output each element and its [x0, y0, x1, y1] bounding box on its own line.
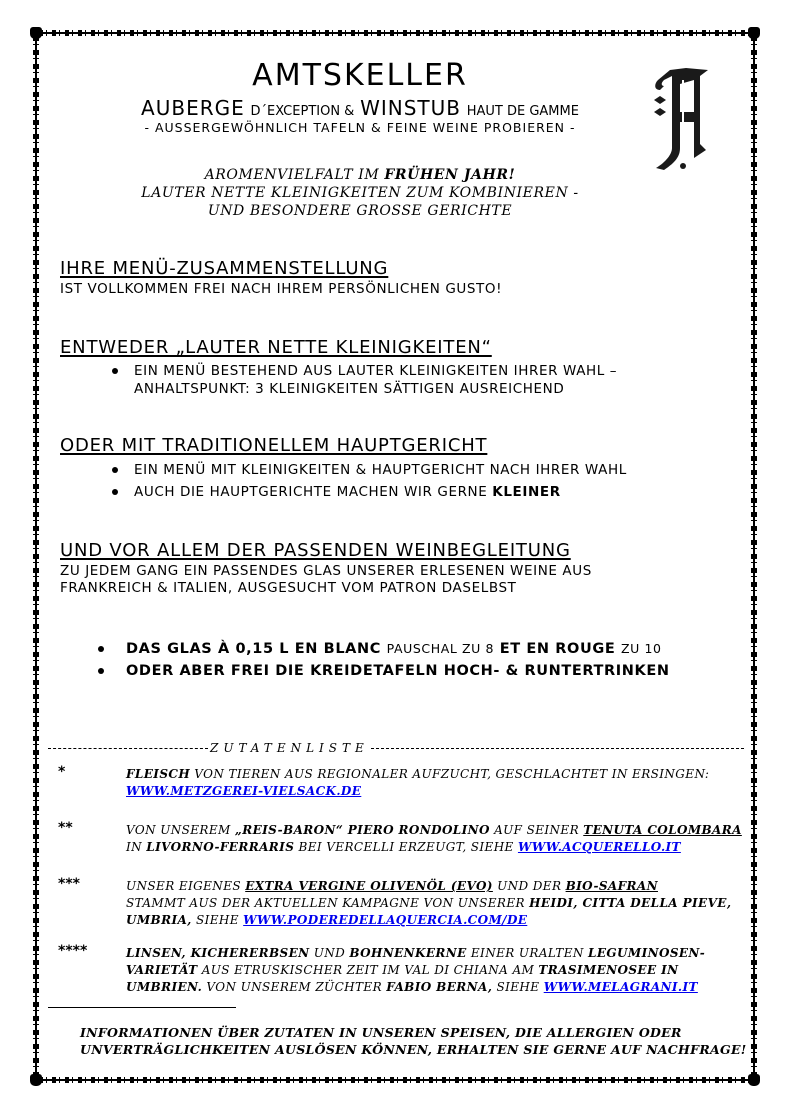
wine-pairing-text-line-1: ZU JEDEM GANG EIN PASSENDES GLAS UNSERER ERLESENEN WEINE AUS [60, 563, 592, 579]
fraktur-letter-a-icon [650, 66, 710, 172]
section-heading-menu-composition: IHRE MENÜ-ZUSAMMENSTELLUNG [60, 258, 389, 279]
footnote-marker: *** [58, 876, 80, 892]
list-item-chalkboard: ODER ABER FREI DIE KREIDETAFELN HOCH- & RUNTERTRINKEN [98, 660, 670, 682]
emphasis-smaller: KLEINER [492, 484, 561, 500]
allergen-notice-line-2: UNVERTRÄGLICHKEITEN AUSLÖSEN KÖNNEN, ERHALTEN SIE GERNE AUF NACHFRAGE! [80, 1042, 747, 1057]
section-heading-wine-pairing: UND VOR ALLEM DER PASSENDEN WEINBEGLEITUNG [60, 540, 571, 561]
season-line-1: AROMENVIELFALT IM FRÜHEN JAHR! [204, 167, 516, 183]
seasonal-intro [0, 166, 720, 220]
footnote-marker: ** [58, 820, 73, 836]
footnote-marker: **** [58, 943, 88, 959]
subtitle-auberge: AUBERGE [141, 96, 245, 120]
ingredients-label: ZUTATENLISTE [210, 741, 369, 755]
link-metzgerei[interactable]: WWW.METZGEREI-VIELSACK.DE [126, 784, 362, 798]
link-melagrani[interactable]: WWW.MELAGRANI.IT [543, 980, 698, 994]
corner-ornament-icon [30, 1074, 42, 1086]
wine-price-list [98, 638, 670, 682]
corner-ornament-icon [748, 1074, 760, 1086]
ingredients-separator [48, 741, 744, 755]
season-highlight: FRÜHEN JAHR! [384, 167, 516, 183]
small-dishes-list [112, 362, 617, 398]
list-item: AUCH DIE HAUPTGERICHTE MACHEN WIR GERNE KLEINER [112, 483, 627, 501]
allergen-notice-line-1: INFORMATIONEN ÜBER ZUTATEN IN UNSEREN SPEISEN, DIE ALLERGIEN ODER [80, 1025, 682, 1040]
tagline: - AUSSERGEWÖHNLICH TAFELN & FEINE WEINE PROBIEREN - [144, 120, 576, 135]
list-item: EIN MENÜ BESTEHEND AUS LAUTER KLEINIGKEITEN IHRER WAHL – ANHALTSPUNKT: 3 KLEINIGKEITEN SÄTTIGEN AUSREICHEND [112, 362, 617, 398]
wine-pairing-text-line-2: FRANKREICH & ITALIEN, AUSGESUCHT VOM PATRON DASELBST [60, 580, 517, 596]
border-top [36, 30, 754, 36]
corner-ornament-icon [30, 27, 42, 39]
link-poderedellaquercia[interactable]: WWW.PODEREDELLAQUERCIA.COM/DE [243, 913, 528, 927]
section-heading-main-course: ODER MIT TRADITIONELLEM HAUPTGERICHT [60, 435, 488, 456]
dashed-rule [48, 748, 208, 749]
list-item-wine-price: DAS GLAS À 0,15 L EN BLANC PAUSCHAL ZU 8 ET EN ROUGE ZU 10 [98, 638, 670, 660]
footnote-rule [48, 1007, 236, 1008]
subtitle-haut-de-gamme: HAUT DE GAMME [466, 104, 579, 119]
dashed-rule [371, 748, 744, 749]
list-item: EIN MENÜ MIT KLEINIGKEITEN & HAUPTGERICHT NACH IHRER WAHL [112, 461, 627, 479]
subtitle-exception: D´EXCEPTION & [250, 104, 355, 119]
section-heading-small-dishes: ENTWEDER „LAUTER NETTE KLEINIGKEITEN“ [60, 337, 492, 358]
corner-ornament-icon [748, 27, 760, 39]
season-line-2: LAUTER NETTE KLEINIGKEITEN ZUM KOMBINIEREN - [141, 185, 579, 201]
restaurant-title: AMTSKELLER [252, 58, 468, 93]
border-right [751, 33, 757, 1080]
allergen-notice [80, 1024, 747, 1058]
footnote-marker: * [58, 764, 66, 780]
border-bottom [36, 1077, 754, 1083]
subtitle-winstub: WINSTUB [360, 96, 461, 120]
section-text-menu-composition: IST VOLLKOMMEN FREI NACH IHREM PERSÖNLICHEN GUSTO! [60, 281, 503, 297]
season-line-3: UND BESONDERE GROSSE GERICHTE [207, 203, 513, 219]
link-acquerello[interactable]: WWW.ACQUERELLO.IT [517, 840, 681, 854]
main-course-list [112, 461, 627, 501]
